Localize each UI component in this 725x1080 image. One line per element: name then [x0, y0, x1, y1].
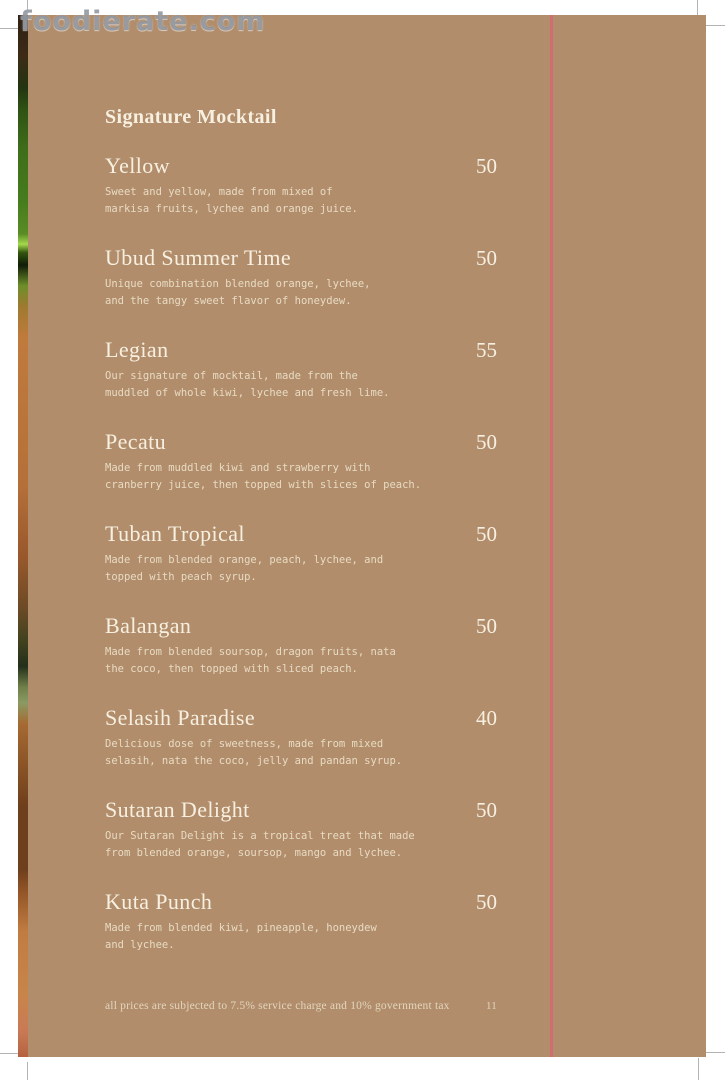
item-name: Pecatu [105, 429, 167, 454]
item-price: 50 [476, 614, 497, 638]
crop-mark-bottom-left-v [27, 1062, 28, 1080]
photo-strip [18, 15, 28, 1057]
item-price: 55 [476, 338, 497, 362]
section-title: Signature Mocktail [105, 106, 277, 128]
menu-item-legian [105, 337, 497, 402]
item-price: 50 [476, 246, 497, 270]
menu-item-pecatu [105, 429, 497, 494]
item-description: Unique combination blended orange, lychee, and the tangy sweet flavor of honeydew. [105, 278, 371, 307]
crop-mark-bottom-right-v [698, 1058, 699, 1080]
item-price: 50 [476, 798, 497, 822]
item-description: Delicious dose of sweetness, made from mixed selasih, nata the coco, jelly and pandan syrup. [105, 738, 403, 767]
item-description: Made from muddled kiwi and strawberry with cranberry juice, then topped with slices of peach. [105, 462, 422, 491]
item-name: Balangan [105, 613, 192, 638]
menu-content [105, 105, 497, 981]
menu-item-kuta-punch [105, 889, 497, 954]
item-name: Tuban Tropical [105, 521, 245, 546]
item-description: Our Sutaran Delight is a tropical treat that made from blended orange, soursop, mango and lychee. [105, 830, 415, 859]
item-price: 50 [476, 430, 497, 454]
item-name: Ubud Summer Time [105, 245, 292, 270]
item-description: Made from blended orange, peach, lychee, and topped with peach syrup. [105, 554, 384, 583]
item-name: Yellow [105, 153, 170, 178]
item-description: Sweet and yellow, made from mixed of markisa fruits, lychee and orange juice. [105, 186, 358, 215]
menu-card [28, 15, 706, 1057]
crop-mark-top-left-h [0, 28, 18, 29]
menu-item-balangan [105, 613, 497, 678]
page-number: 11 [486, 1000, 497, 1012]
item-description: Made from blended soursop, dragon fruits, nata the coco, then topped with sliced peach. [105, 646, 396, 675]
item-name: Kuta Punch [105, 889, 213, 914]
menu-item-yellow [105, 153, 497, 218]
item-description: Our signature of mocktail, made from the muddled of whole kiwi, lychee and fresh lime. [105, 370, 390, 399]
menu-item-tuban-tropical [105, 521, 497, 586]
crop-mark-top-right-h [706, 25, 725, 26]
footer [105, 1000, 497, 1012]
item-price: 50 [476, 890, 497, 914]
item-name: Sutaran Delight [105, 797, 250, 822]
menu-item-ubud-summer-time [105, 245, 497, 310]
menu-item-selasih-paradise [105, 705, 497, 770]
item-price: 40 [476, 706, 497, 730]
crop-mark-bottom-right-h [706, 1052, 725, 1053]
item-description: Made from blended kiwi, pineapple, honeydew and lychee. [105, 922, 377, 951]
crop-mark-top-right-v [697, 0, 698, 15]
fold-line-accent [550, 15, 553, 1057]
item-price: 50 [476, 154, 497, 178]
item-name: Legian [105, 337, 169, 362]
foodierate-watermark: foodierate.com [20, 6, 266, 37]
item-price: 50 [476, 522, 497, 546]
tax-note: all prices are subjected to 7.5% service charge and 10% government tax [105, 1000, 450, 1012]
item-name: Selasih Paradise [105, 705, 255, 730]
crop-mark-bottom-left-h [0, 1053, 18, 1054]
menu-item-sutaran-delight [105, 797, 497, 862]
